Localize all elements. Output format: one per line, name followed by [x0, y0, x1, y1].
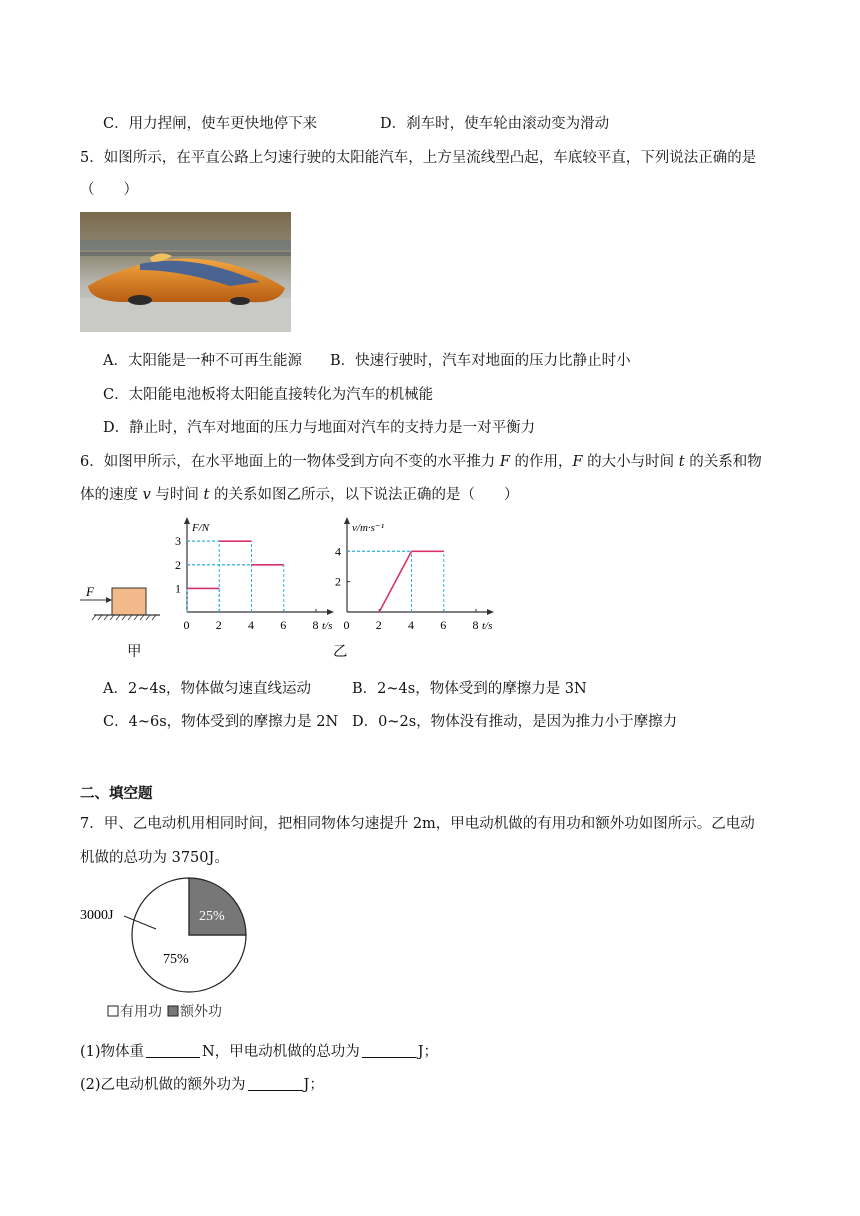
q7-sub1-text: J； — [417, 1044, 439, 1060]
q6-stem-text: 的关系如图乙所示，以下说法正确的是（ ） — [209, 487, 519, 503]
velocity-chart-x-tick-label: 6 — [440, 618, 447, 632]
q5-option-b: B．快速行驶时，汽车对地面的压力比静止时小 — [330, 353, 631, 369]
q6-stem-text: 的大小与时间 — [582, 454, 679, 470]
q5-option-d: D．静止时，汽车对地面的压力与地面对汽车的支持力是一对平衡力 — [103, 420, 536, 436]
force-chart-x-label: t/s — [322, 620, 333, 632]
pie-slice-extra-work — [189, 878, 246, 935]
q6-option-b: B．2~4s，物体受到的摩擦力是 3N — [352, 681, 587, 697]
force-chart-x-tick-label: 8 — [312, 618, 319, 632]
ground-hatching — [92, 615, 156, 620]
q6-option-d: D．0~2s，物体没有推动，是因为推力小于摩擦力 — [352, 714, 678, 730]
solar-car-photo — [80, 212, 291, 332]
q5-stem-line1: 5．如图所示，在平直公路上匀速行驶的太阳能汽车，上方呈流线型凸起，车底较平直，下列说法正确的是 — [80, 150, 757, 166]
section-title-fill-blank: 二、填空题 — [80, 785, 153, 802]
velocity-chart-x-tick-label: 8 — [472, 618, 479, 632]
velocity-time-chart — [325, 515, 505, 640]
force-chart-y-tick-label: 2 — [175, 557, 181, 572]
q6-stem-text: 与时间 — [150, 487, 204, 503]
velocity-chart-x-tick-label: 4 — [408, 618, 414, 632]
q6-stem-text: 6．如图甲所示，在水平地面上的一物体受到方向不变的水平推力 — [80, 454, 500, 470]
q7-sub2-text: (2)乙电动机做的额外功为 — [80, 1077, 246, 1093]
q6-stem-line2 — [80, 483, 518, 504]
q7-sub1 — [80, 1040, 438, 1061]
q7-sub1-text: N，甲电动机做的总功为 — [202, 1044, 360, 1060]
velocity-chart-x-arrow — [487, 609, 494, 615]
pie-callout-value: 3000J — [80, 908, 114, 923]
pie-label-extra-work: 25% — [199, 909, 225, 924]
q7-sub2-text: J； — [303, 1077, 324, 1093]
q6-stem-text: 的作用， — [509, 454, 573, 470]
force-chart-x-tick-label: 4 — [248, 618, 254, 632]
force-time-chart — [165, 515, 340, 640]
force-chart-y-label: F/N — [192, 522, 210, 534]
legend-label-useful-work: 有用功 — [120, 1005, 162, 1020]
q5-option-a: A．太阳能是一种不可再生能源 — [103, 353, 302, 369]
velocity-chart-y-tick-label: 2 — [335, 574, 341, 589]
q7-sub1-text: (1)物体重 — [80, 1044, 145, 1060]
q6-stem-var-v: v — [142, 487, 151, 503]
force-chart-y-tick-label: 3 — [175, 534, 181, 549]
velocity-chart-x-tick-label: 0 — [343, 618, 350, 632]
q4-option-d: D．刹车时，使车轮由滚动变为滑动 — [380, 116, 610, 132]
q4-option-c: C．用力捏闸，使车更快地停下来 — [103, 116, 318, 132]
q6-stem-text: 体的速度 — [80, 487, 143, 503]
force-chart-x-tick-label: 6 — [280, 618, 287, 632]
velocity-chart-x-label: t/s — [482, 620, 493, 632]
velocity-chart-y-label: v/m·s⁻¹ — [352, 522, 385, 534]
q6-option-c: C．4~6s，物体受到的摩擦力是 2N — [103, 714, 339, 730]
q6-stem-var-f: F — [572, 454, 583, 470]
force-label: F — [86, 584, 94, 599]
pie-label-useful-work: 75% — [163, 952, 189, 967]
force-chart-x-tick-label: 0 — [183, 618, 190, 632]
legend-swatch-extra-work — [168, 1006, 178, 1016]
q6-option-a: A．2~4s，物体做匀速直线运动 — [103, 681, 312, 697]
legend-label-extra-work: 额外功 — [180, 1005, 222, 1020]
velocity-chart-series-segment — [379, 551, 411, 612]
q5-option-c: C．太阳能电池板将太阳能直接转化为汽车的机械能 — [103, 387, 434, 403]
work-pie-chart — [76, 872, 276, 1022]
q5-stem-line2: （ ） — [80, 182, 138, 198]
blank-extra-work-yi[interactable] — [248, 1076, 302, 1091]
velocity-chart-y-tick-label: 4 — [335, 544, 341, 559]
force-chart-y-tick-label: 1 — [175, 581, 181, 596]
q6-stem-line1 — [80, 450, 762, 471]
force-arrowhead — [106, 597, 112, 603]
q6-stem-text: 的关系和物 — [684, 454, 762, 470]
blank-object-weight[interactable] — [146, 1043, 200, 1058]
blank-total-work-jia[interactable] — [362, 1043, 416, 1058]
q6-fig-yi-caption: 乙 — [333, 644, 348, 660]
q7-stem-line1: 7．甲、乙电动机用相同时间，把相同物体匀速提升 2m，甲电动机做的有用功和额外功如图所示。乙电动 — [80, 816, 755, 832]
force-chart-x-tick-label: 2 — [215, 618, 222, 632]
q6-stem-var-f: F — [499, 454, 510, 470]
q7-stem-line2: 机做的总功为 3750J。 — [80, 850, 229, 866]
legend-swatch-useful-work — [108, 1006, 118, 1016]
q6-stem-var-t: t — [678, 454, 685, 470]
velocity-chart-y-arrow — [344, 517, 350, 524]
q6-fig-jia-caption: 甲 — [127, 644, 142, 660]
block-shape — [112, 588, 146, 615]
force-chart-y-arrow — [184, 517, 190, 524]
velocity-chart-x-tick-label: 2 — [375, 618, 382, 632]
q7-sub2 — [80, 1073, 324, 1094]
q6-figure-block — [80, 580, 160, 660]
q6-stem-var-t: t — [203, 487, 210, 503]
